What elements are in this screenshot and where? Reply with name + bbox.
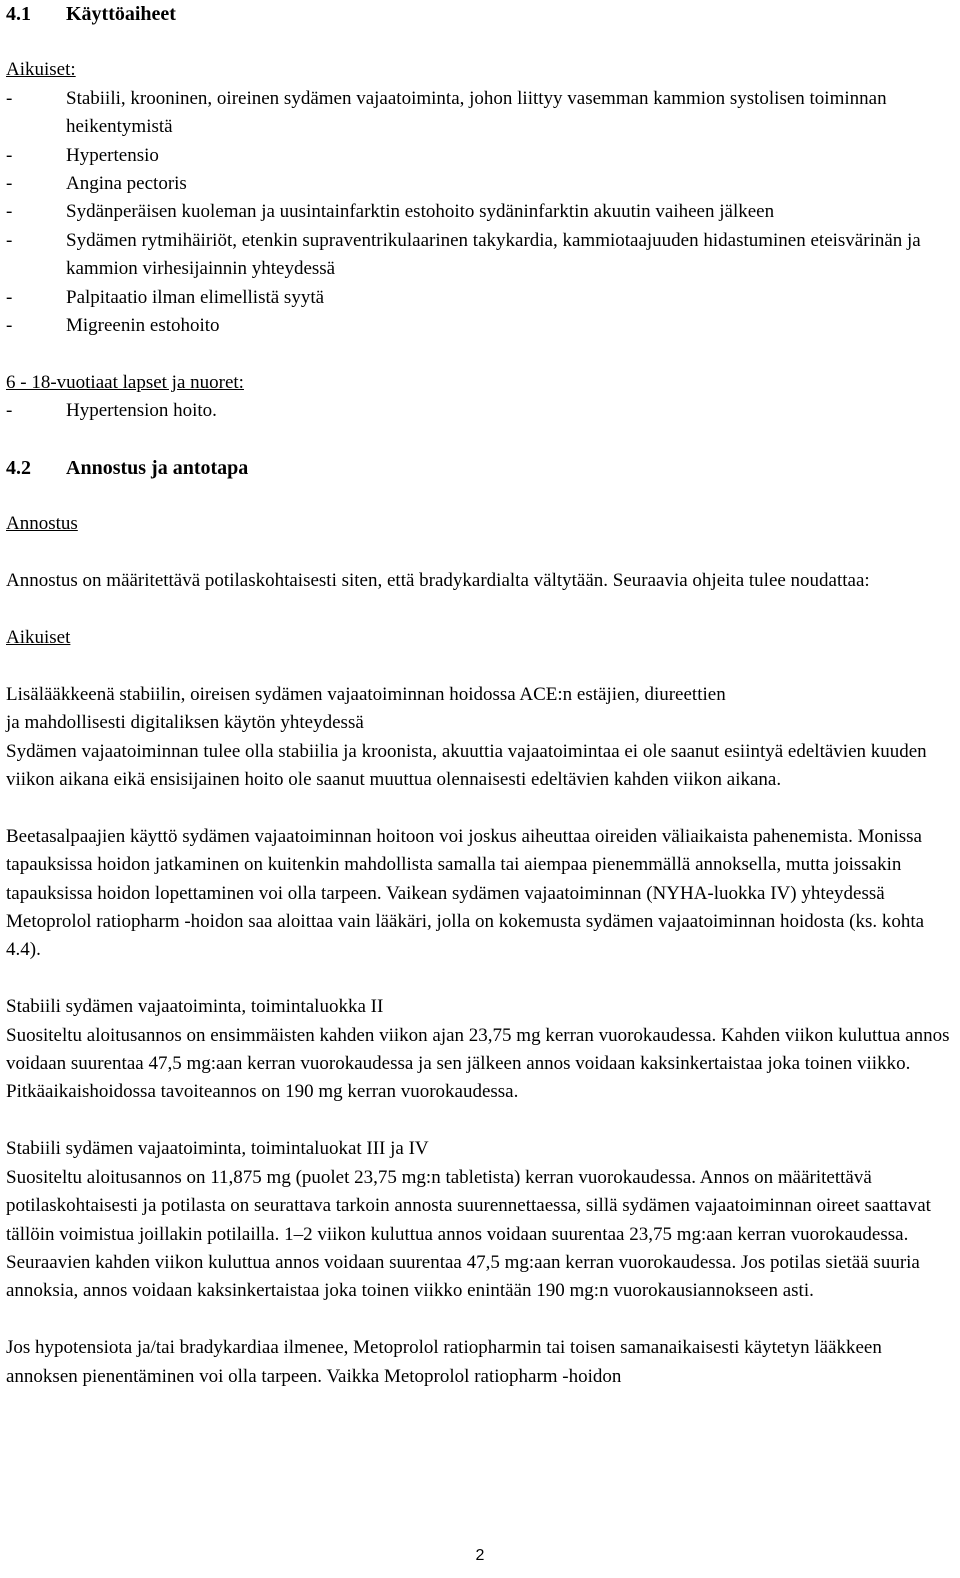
list-dash: - [6,286,13,308]
list-item-text: Stabiili, krooninen, oireinen sydämen vajaatoiminta, johon liittyy vasemman kammion systolisen toiminnan heikentymistä [66,87,887,138]
adults-paragraph: Sydämen vajaatoiminnan tulee olla stabiilia ja kroonista, akuuttia vajaatoimintaa ei ole saanut esiintyä edeltävien kuuden viikon aikana eikä ensisijainen hoito ole saanut muuttua olennaisesti edeltävien kahden viikon aikana. [6,740,927,791]
list-item-text: Angina pectoris [66,173,187,195]
list-item [6,227,954,284]
adults-indications-heading: Aikuiset: [6,59,76,81]
section-heading-4-1 [6,0,954,28]
list-item [6,284,954,312]
list-dash: - [6,201,13,223]
list-item-text: Hypertensio [66,144,159,166]
list-item-text: Sydämen rytmihäiriöt, etenkin supraventrikulaarinen takykardia, kammiotaajuuden hidastuminen eteisvärinän ja kammion virhesijainnin yhteydessä [66,229,921,280]
class-2-paragraph: Suositeltu aloitusannos on ensimmäisten kahden viikon ajan 23,75 mg kerran vuorokaudessa. Kahden viikon kuluttua annos voidaan suurentaa 47,5 mg:aan kerran vuorokaudessa ja sen jälkeen annos voidaan kaksinkertaistaa joka toinen viikko. Pitkäaikaishoidossa tavoiteannos on 190 mg kerran vuorokaudessa. [6,1024,950,1103]
page-number: 2 [475,1547,485,1564]
adults-dosage-heading: Aikuiset [6,627,71,649]
list-item-text: Palpitaatio ilman elimellistä syytä [66,286,325,308]
section-number: 4.2 [6,457,31,480]
list-dash: - [6,144,13,166]
adults-indications-list [6,85,954,341]
list-dash: - [6,400,13,422]
children-indications-heading: 6 - 18-vuotiaat lapset ja nuoret: [6,371,244,393]
list-dash: - [6,173,13,195]
section-heading-4-2 [6,454,954,482]
list-item [6,170,954,198]
list-dash: - [6,315,13,337]
list-item [6,198,954,226]
list-dash: - [6,87,13,109]
list-item-text: Sydänperäisen kuoleman ja uusintainfarktin estohoito sydäninfarktin akuutin vaiheen jälkeen [66,201,775,223]
list-item [6,142,954,170]
adults-paragraph-line: Lisälääkkeenä stabiilin, oireisen sydämen vajaatoiminnan hoidossa ACE:n estäjien, diureettien [6,683,726,705]
list-item [6,312,954,340]
section-number: 4.1 [6,3,31,25]
adults-paragraph-line: ja mahdollisesti digitaliksen käytön yhteydessä [6,712,364,734]
list-item-text: Hypertension hoito. [66,400,217,422]
class-2-heading: Stabiili sydämen vajaatoiminta, toimintaluokka II [6,996,384,1018]
dosage-heading: Annostus [6,513,78,535]
list-item-text: Migreenin estohoito [66,315,220,337]
beta-blocker-paragraph: Beetasalpaajien käyttö sydämen vajaatoiminnan hoitoon voi joskus aiheuttaa oireiden väliaikaista pahenemista. Monissa tapauksissa hoidon jatkaminen on kuitenkin mahdollista samalla tai aiempaa pienemmällä annoksella, mutta joissakin tapauksissa hoidon lopettaminen voi olla tarpeen. Vaikean sydämen vajaatoiminnan (NYHA-luokka IV) yhteydessä Metoprolol ratiopharm -hoidon saa aloittaa vain lääkäri, jolla on kokemusta sydämen vajaatoiminnan hoidosta (ks. kohta 4.4). [6,825,925,961]
document-page [6,0,954,1391]
list-item [6,397,954,425]
dosage-intro: Annostus on määritettävä potilaskohtaisesti siten, että bradykardialta vältytään. Seuraavia ohjeita tulee noudattaa: [6,570,870,592]
section-title: Annostus ja antotapa [66,457,249,480]
list-dash: - [6,229,13,251]
hypotension-paragraph: Jos hypotensiota ja/tai bradykardiaa ilmenee, Metoprolol ratiopharmin tai toisen samanaikaisesti käytetyn lääkkeen annoksen pienentäminen voi olla tarpeen. Vaikka Metoprolol ratiopharm -hoidon [6,1337,882,1387]
list-item [6,85,954,142]
class-3-4-paragraph: Suositeltu aloitusannos on 11,875 mg (puolet 23,75 mg:n tabletista) kerran vuorokaudessa. Annos on määritettävä potilaskohtaisesti ja potilasta on seurattava tarkoin annosta suurennettaessa, sillä sydämen vajaatoiminnan oireet saattavat tällöin voimistua joillakin potilailla. 1–2 viikon kuluttua annos voidaan suurentaa 23,75 mg:aan kerran vuorokaudessa. Seuraavien kahden viikon kuluttua annos voidaan suurentaa 47,5 mg:aan kerran vuorokaudessa. Jos potilas sietää suuria annoksia, annos voidaan kaksinkertaistaa joka toinen viikko enintään 190 mg:n vuorokausiannokseen asti. [6,1166,931,1302]
section-title: Käyttöaiheet [66,3,176,25]
class-3-4-heading: Stabiili sydämen vajaatoiminta, toimintaluokat III ja IV [6,1138,429,1160]
